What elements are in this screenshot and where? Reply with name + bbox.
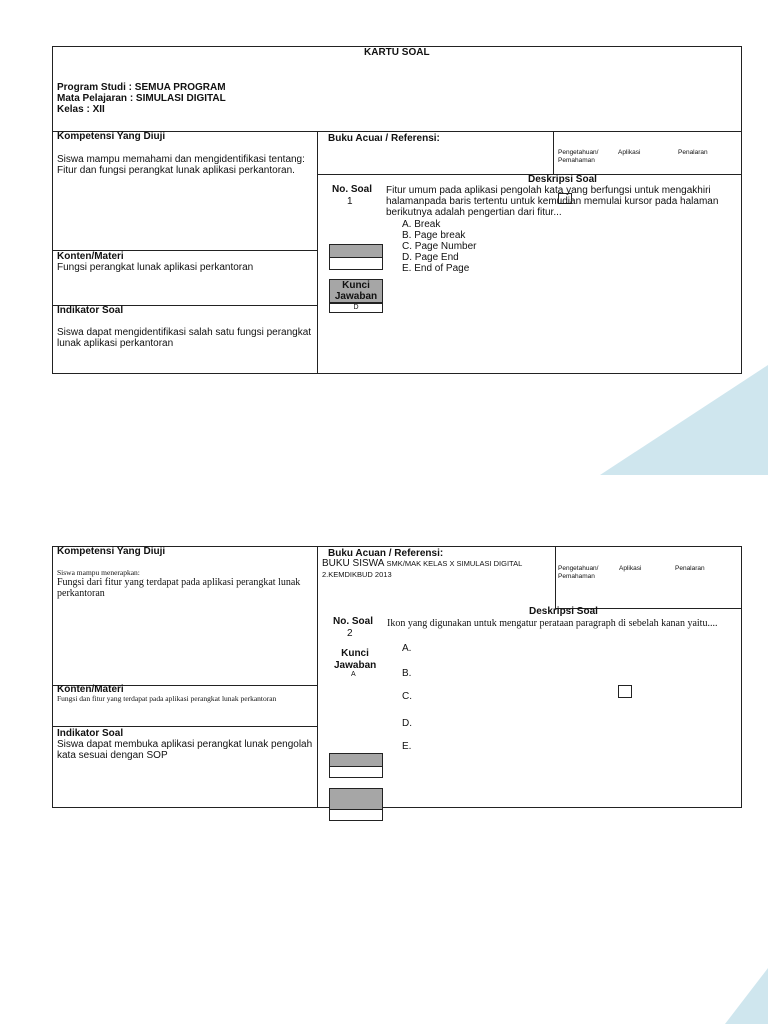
konten-text: Fungsi perangkat lunak aplikasi perkantoran (57, 262, 254, 273)
program-studi: Program Studi : SEMUA PROGRAM (57, 82, 226, 93)
no-soal-value: 1 (347, 196, 353, 207)
konten-text-2: Fungsi dan fitur yang terdapat pada aplikasi perangkat lunak perkantoran (57, 694, 277, 703)
option-c[interactable]: C. Page Number (402, 241, 477, 252)
kompetensi-heading: Kompetensi Yang Diuji (57, 131, 166, 142)
indikator-text-2: Siswa dapat membuka aplikasi perangkat lunak pengolah kata sesuai dengan SOP (57, 739, 313, 761)
card-title: KARTU SOAL (364, 47, 430, 58)
no-soal-value-2: 2 (347, 628, 353, 639)
option-a-2[interactable]: A. (402, 643, 412, 654)
level-aplikasi: Aplikasi (618, 149, 641, 156)
level-pengetahuan-2: Pengetahuan/ Pemahaman (558, 565, 599, 580)
mata-pelajaran: Mata Pelajaran : SIMULASI DIGITAL (57, 93, 226, 104)
option-c-2[interactable]: C. (402, 691, 412, 702)
answer-box-2a (329, 766, 383, 778)
level-penalaran-2: Penalaran (675, 565, 705, 572)
grey-box-2a (329, 753, 383, 767)
kunci-jawaban-value: D (329, 303, 383, 313)
checkbox-icon[interactable] (558, 193, 572, 204)
level-penalaran: Penalaran (678, 149, 708, 156)
option-b[interactable]: B. Page break (402, 230, 466, 241)
buku-acuan-heading-2: Buku Acuan / Referensi: (328, 548, 444, 559)
option-d-2[interactable]: D. (402, 718, 412, 729)
indikator-text: Siswa dapat mengidentifikasi salah satu fungsi perangkat lunak aplikasi perkantoran (57, 327, 312, 349)
options-list (402, 219, 476, 274)
question-text-2: Ikon yang digunakan untuk mengatur perataan paragraph di sebelah kanan yaitu.... (387, 618, 718, 629)
header-info (57, 82, 226, 115)
indikator-heading: Indikator Soal (57, 305, 124, 316)
answer-box (329, 257, 383, 270)
deskripsi-heading-2: Deskripsi Soal (529, 606, 598, 617)
option-a[interactable]: A. Break (402, 219, 441, 230)
no-soal-label-2: No. Soal (333, 616, 374, 627)
kelas: Kelas : XII (57, 104, 105, 115)
checkbox-icon-2[interactable] (618, 685, 632, 698)
question-text: Fitur umum pada aplikasi pengolah kata yang berfungsi untuk mengakhiri halamanpada baris tertentu untuk kemudian memulai kursor pada halaman berikutnya adalah pengertian dari fitur... (386, 185, 719, 218)
indikator-heading-2: Indikator Soal (57, 728, 124, 739)
kompetensi-small-2: Siswa mampu menerapkan: (57, 568, 140, 577)
kunci-jawaban-label-2: Kunci Jawaban (334, 648, 377, 671)
no-soal-label: No. Soal (332, 184, 373, 195)
grey-box-2b (329, 788, 383, 810)
konten-heading-2: Konten/Materi (57, 684, 124, 695)
kunci-jawaban-label: Kunci Jawaban (329, 279, 383, 303)
option-b-2[interactable]: B. (402, 668, 412, 679)
option-e-2[interactable]: E. (402, 741, 412, 752)
answer-box-2b (329, 809, 383, 821)
buku-acuan-heading: Buku Acuaı / Referensi: (328, 133, 440, 144)
level-aplikasi-2: Aplikasi (619, 565, 642, 572)
kompetensi-text: Siswa mampu memahami dan mengidentifikasi tentang: Fitur dan fungsi perangkat lunak aplikasi perkantoran. (57, 154, 305, 176)
kunci-jawaban-value-2: A (351, 671, 356, 678)
konten-heading: Konten/Materi (57, 251, 124, 262)
kompetensi-text-2: Fungsi dari fitur yang terdapat pada aplikasi perangkat lunak perkantoran (57, 577, 301, 599)
level-pengetahuan: Pengetahuan/ Pemahaman (558, 149, 599, 164)
option-e[interactable]: E. End of Page (402, 263, 470, 274)
buku-acuan-text-2: BUKU SISWA SMK/MAK KELAS X SIMULASI DIGITAL 2.KEMDIKBUD 2013 (322, 558, 523, 579)
grey-box (329, 244, 383, 258)
decorative-triangle-top (600, 365, 768, 475)
deskripsi-heading: Deskripsi Soal (528, 174, 597, 185)
kompetensi-heading-2: Kompetensi Yang Diuji (57, 546, 166, 557)
decorative-triangle-bottom (725, 968, 768, 1024)
option-d[interactable]: D. Page End (402, 252, 459, 263)
